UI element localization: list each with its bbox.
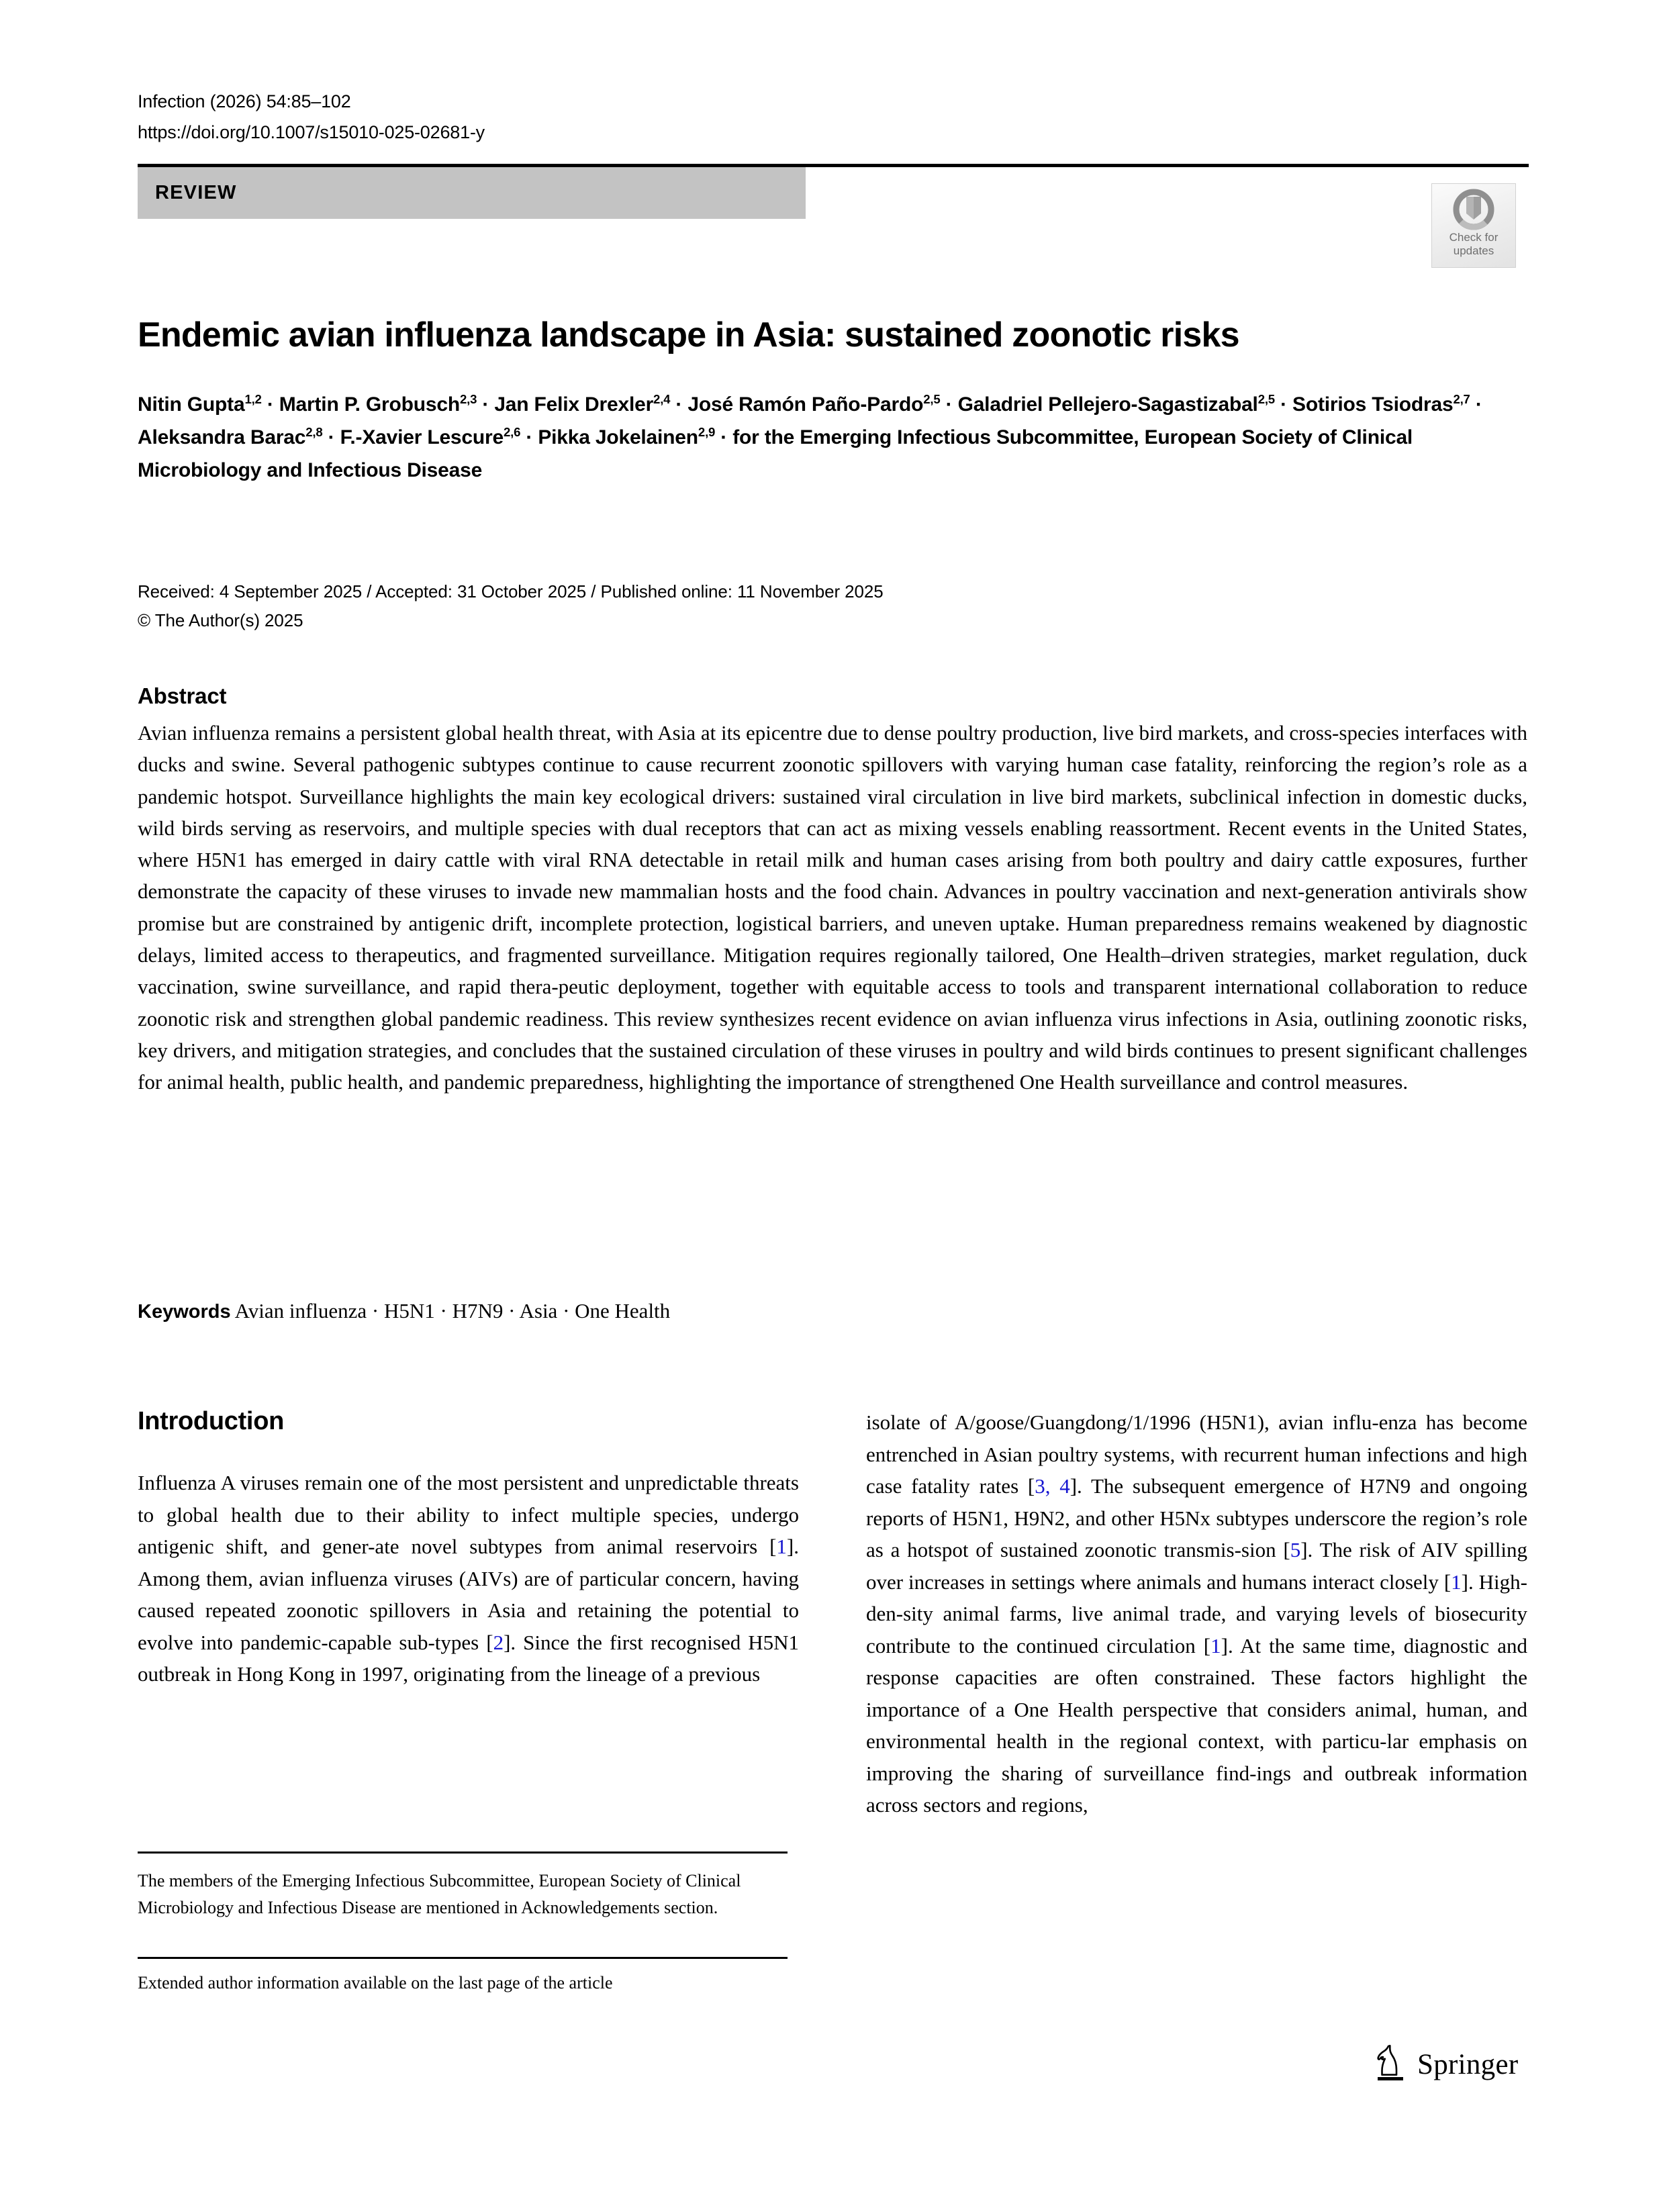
paragraph-text: ]. The risk of AIV spilling over increases in settings where animals and humans interact closely [ bbox=[866, 1538, 1528, 1594]
author-name: José Ramón Paño-Pardo bbox=[687, 393, 924, 416]
author-name: Sotirios Tsiodras bbox=[1292, 393, 1454, 416]
citation-link[interactable]: 5 bbox=[1290, 1538, 1301, 1561]
author-separator: · bbox=[1274, 393, 1293, 416]
author-name: Martin P. Grobusch bbox=[279, 393, 460, 416]
author-separator: · bbox=[261, 393, 279, 416]
paragraph-text: isolate of A/goose/Guangdong/1/1996 (H5N1), avian influ-enza has become entrenched in Asian poultry systems, with recurrent human infections and high case fatality rates [ bbox=[866, 1410, 1527, 1498]
page-title: Endemic avian influenza landscape in Asia: sustained zoonotic risks bbox=[138, 315, 1239, 354]
abstract-text: Avian influenza remains a persistent global health threat, with Asia at its epicentre due to dense poultry production, live bird markets, and cross-species interfaces with ducks and swine. Several pathogenic subtypes continue to cause recurrent zoonotic spillovers with varying human case fatality, reinforcing the region’s role as a pandemic hotspot. Surveillance highlights the main key ecological drivers: sustained viral circulation in live bird markets, subclinical infection in domestic ducks, wild birds serving as reservoirs, and multiple species with dual receptors that can act as mixing vessels enabling reassortment. Recent events in the United States, where H5N1 has emerged in dairy cattle with viral RNA detectable in retail milk and human cases arising from both poultry and dairy cattle exposures, further demonstrate the capacity of these viruses to invade new mammalian hosts and the food chain. Advances in poultry vaccination and next-generation antivirals show promise but are constrained by antigenic drift, incomplete protection, logistical barriers, and uneven uptake. Human preparedness remains weakened by diagnostic delays, limited access to therapeutics, and fragmented surveillance. Mitigation requires regionally tailored, One Health–driven strategies, market regulation, duck vaccination, swine surveillance, and rapid thera-peutic deployment, together with equitable access to tools and transparent international collaboration to reduce zoonotic risk and strengthen global pandemic readiness. This review synthesizes recent evidence on avian influenza virus infections in Asia, outlining zoonotic risks, key drivers, and mitigation strategies, and concludes that the sustained circulation of these viruses in poultry and wild birds continues to present significant challenges for animal health, public health, and pandemic preparedness, highlighting the importance of strengthened One Health surveillance and control measures. bbox=[138, 721, 1527, 1094]
author-separator: · bbox=[1470, 393, 1482, 416]
crossmark-label-line2: updates bbox=[1453, 244, 1494, 257]
citation-link[interactable]: 1 bbox=[1451, 1570, 1462, 1594]
article-type-label: REVIEW bbox=[155, 182, 237, 203]
footnote-divider-bottom bbox=[138, 1957, 788, 1959]
article-type-banner bbox=[138, 167, 806, 219]
author-affiliation-marker: 2,5 bbox=[1257, 392, 1275, 406]
dates-line: Received: 4 September 2025 / Accepted: 31 October 2025 / Published online: 11 November 2025 bbox=[138, 581, 884, 602]
keywords-row bbox=[138, 1296, 1527, 1327]
author-separator: · bbox=[940, 393, 958, 416]
intro-paragraph-right bbox=[866, 1406, 1527, 1821]
author-affiliation-marker: 2,8 bbox=[305, 425, 323, 439]
introduction-right-column bbox=[866, 1406, 1527, 1821]
author-name: Galadriel Pellejero-Sagastizabal bbox=[957, 393, 1258, 416]
author-list bbox=[138, 388, 1494, 487]
group-author: for the Emerging Infectious Subcommittee, European Society of Clinical Microbiology and Infectious Disease bbox=[138, 426, 1413, 481]
footnote-divider-top bbox=[138, 1852, 788, 1854]
paragraph-text: ]. At the same time, diagnostic and response capacities are often constrained. These factors highlight the importance of a One Health perspective that considers animal, human, and environmental health in the regional context, with particu-lar emphasis on improving the sharing of surveillance find-ings and outbreak information across sectors and regions, bbox=[866, 1633, 1527, 1817]
paragraph-text: ]. Among them, avian influenza viruses (AIVs) are of particular concern, having caused repeated zoonotic spillovers in Asia and retaining the potential to evolve into pandemic-capable sub-types [ bbox=[138, 1535, 799, 1654]
journal-header bbox=[138, 86, 1212, 148]
citation-link[interactable]: 1 bbox=[1210, 1633, 1221, 1657]
keywords-values: Avian influenza · H5N1 · H7N9 · Asia · One Health bbox=[230, 1299, 671, 1323]
journal-reference: Infection (2026) 54:85–102 bbox=[138, 91, 351, 111]
footnote-members: The members of the Emerging Infectious Subcommittee, European Society of Clinical Microbiology and Infectious Disease are mentioned in Acknowledgements section. bbox=[138, 1871, 741, 1917]
citation-link[interactable]: 3, 4 bbox=[1035, 1474, 1070, 1498]
doi-link[interactable]: https://doi.org/10.1007/s15010-025-02681-y bbox=[138, 122, 485, 142]
paragraph-text: ]. High-den-sity animal farms, live animal trade, and varying levels of biosecurity contribute to the continued circulation [ bbox=[866, 1570, 1527, 1657]
springer-knight-icon bbox=[1373, 2043, 1408, 2086]
citation-link[interactable]: 1 bbox=[776, 1535, 787, 1558]
paragraph-text: ]. Since the first recognised H5N1 outbreak in Hong Kong in 1997, originating from the lineage of a previous bbox=[138, 1630, 799, 1686]
footnote-extended-author-info: Extended author information available on the last page of the article bbox=[138, 1973, 613, 1992]
intro-paragraph-left bbox=[138, 1467, 799, 1690]
author-separator: · bbox=[477, 393, 495, 416]
author-separator: · bbox=[670, 393, 688, 416]
springer-wordmark: Springer bbox=[1417, 2049, 1519, 2080]
author-separator: · bbox=[715, 426, 733, 448]
paragraph-text: Influenza A viruses remain one of the most persistent and unpredictable threats to global health due to their ability to infect multiple species, undergo antigenic shift, and gener-ate novel subtypes from animal reservoirs [ bbox=[138, 1471, 799, 1558]
author-name: F.-Xavier Lescure bbox=[340, 426, 504, 448]
publisher-logo bbox=[1373, 2043, 1519, 2086]
author-affiliation-marker: 2,9 bbox=[698, 425, 716, 439]
author-affiliation-marker: 2,4 bbox=[653, 392, 671, 406]
author-name: Jan Felix Drexler bbox=[494, 393, 654, 416]
author-affiliation-marker: 2,7 bbox=[1453, 392, 1470, 406]
check-for-updates-badge[interactable] bbox=[1431, 183, 1516, 268]
author-name: Nitin Gupta bbox=[138, 393, 245, 416]
author-affiliation-marker: 2,6 bbox=[504, 425, 521, 439]
citation-link[interactable]: 2 bbox=[493, 1630, 504, 1654]
section-heading-introduction: Introduction bbox=[138, 1407, 285, 1435]
author-affiliation-marker: 1,2 bbox=[244, 392, 262, 406]
copyright-line: © The Author(s) 2025 bbox=[138, 610, 303, 630]
abstract-heading: Abstract bbox=[138, 683, 227, 708]
crossmark-icon bbox=[1453, 189, 1494, 230]
author-name: Pikka Jokelainen bbox=[538, 426, 698, 448]
author-separator: · bbox=[520, 426, 538, 448]
author-separator: · bbox=[322, 426, 340, 448]
crossmark-label-line1: Check for bbox=[1449, 231, 1498, 244]
author-name: Aleksandra Barac bbox=[138, 426, 306, 448]
author-affiliation-marker: 2,3 bbox=[460, 392, 477, 406]
author-affiliation-marker: 2,5 bbox=[923, 392, 941, 406]
publication-dates bbox=[138, 577, 1279, 635]
keywords-label: Keywords bbox=[138, 1301, 231, 1323]
paragraph-text: ]. The subsequent emergence of H7N9 and ongoing reports of H5N1, H9N2, and other H5Nx subtypes underscore the region’s role as a hotspot of sustained zoonotic transmis-sion [ bbox=[866, 1474, 1527, 1561]
introduction-left-column bbox=[138, 1406, 799, 1690]
